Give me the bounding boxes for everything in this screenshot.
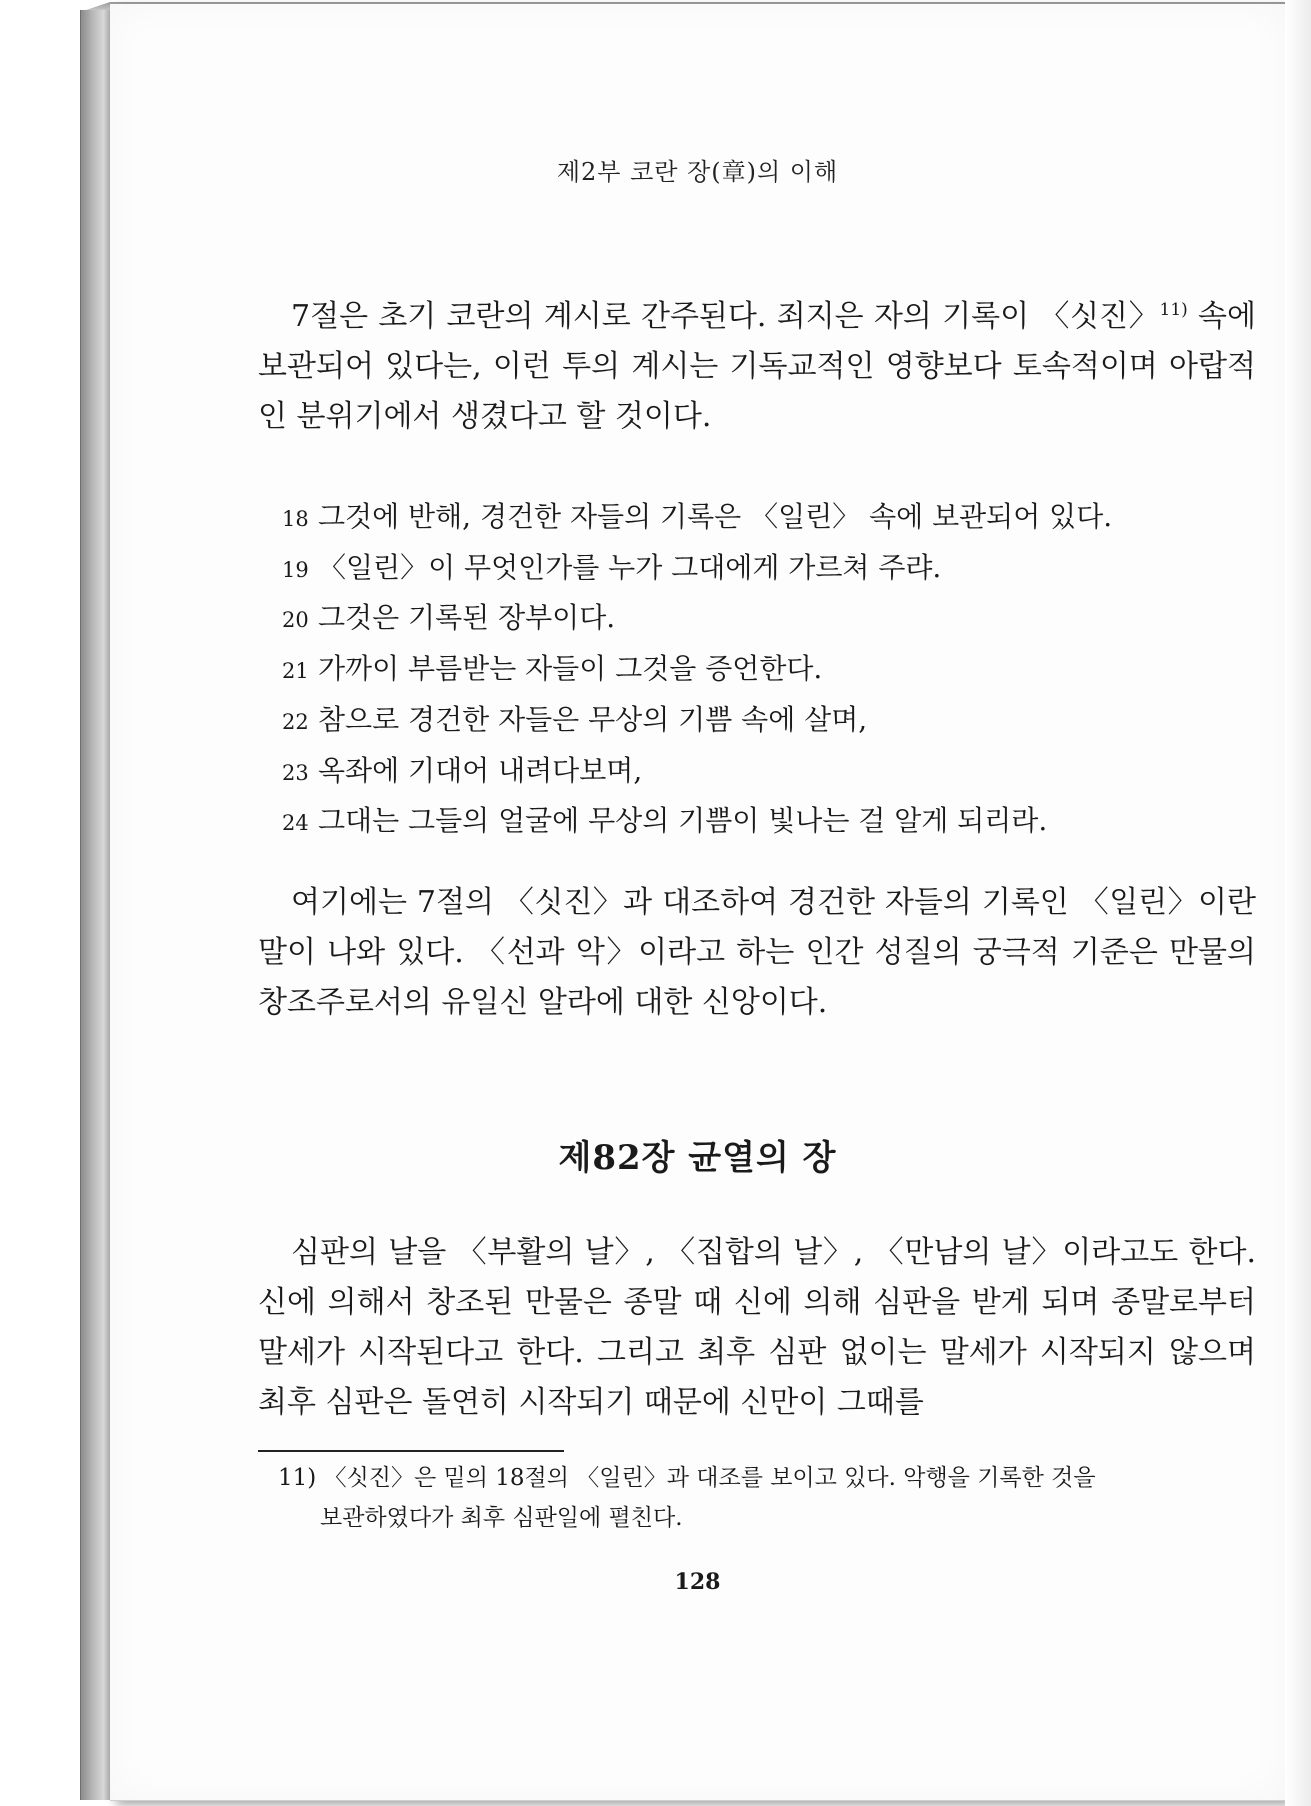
book-page (110, 4, 1286, 1801)
verse-text: 옥좌에 기대어 내려다보며, (318, 753, 643, 787)
verse-item (282, 797, 1242, 848)
running-head: 제2부 코란 장(章)의 이해 (556, 158, 839, 186)
page-edge (1285, 0, 1311, 1806)
verse-number: 23 (282, 760, 309, 785)
verse-text: 그것에 반해, 경건한 자들의 기록은 〈일린〉 속에 보관되어 있다. (318, 500, 1113, 533)
verse-number: 24 (282, 811, 309, 836)
verse-text: 그것은 기록된 장부이다. (318, 601, 616, 635)
chapter-title: 제82장 균열의 장 (558, 1138, 837, 1178)
page-number: 128 (674, 1569, 721, 1595)
footnote-line-2: 보관하였다가 최후 심판일에 펼친다. (320, 1505, 683, 1531)
verse-item (282, 747, 1242, 798)
verse-number: 21 (282, 659, 309, 684)
verse-number: 19 (282, 557, 309, 582)
paragraph-1-text: 7절은 초기 코란의 계시로 간주된다. 죄지은 자의 기록이 〈싯진〉 (291, 299, 1160, 334)
verse-list (282, 493, 1242, 848)
paragraph-3-text: 심판의 날을 〈부활의 날〉, 〈집합의 날〉, 〈만남의 날〉이라고도 한다. 신에 의해서 창조된 만물은 종말 때 신에 의해 심판을 받게 되며 종말로부터 말세가 시작된다고 한다. 그리고 최후 심판 없이는 말세가 시작되지 않으며 최후 심판은 돌연히 시작되기 때문에 신만이 그때를 (258, 1235, 1256, 1420)
verse-item (282, 645, 1242, 696)
verse-text: 가까이 부름받는 자들이 그것을 증언한다. (318, 652, 823, 686)
verse-item (282, 594, 1242, 645)
paragraph-1-continued: 속에 보관되어 있다는, 이런 투의 계시는 기독교적인 영향보다 토속적이며 아랍적인 분위기에서 생겼다고 할 것이다. (258, 299, 1256, 434)
footnote-reference: 11) (1159, 300, 1188, 320)
paragraph-2 (258, 878, 1256, 1028)
verse-item (282, 696, 1242, 747)
verse-text: 〈일린〉이 무엇인가를 누가 그대에게 가르쳐 주랴. (318, 550, 942, 584)
verse-item (282, 544, 1242, 595)
paragraph-3 (258, 1228, 1256, 1428)
verse-number: 18 (282, 507, 309, 531)
footnote-line-1: 〈싯진〉은 밑의 18절의 〈일린〉과 대조를 보이고 있다. 악행을 기록한 것을 (323, 1465, 1096, 1491)
verse-number: 20 (282, 608, 309, 633)
verse-number: 22 (282, 709, 309, 734)
verse-text: 참으로 경건한 자들은 무상의 기쁨 속에 살며, (318, 702, 868, 736)
book-spine (80, 10, 111, 1800)
footnote (278, 1458, 1256, 1538)
footnote-divider (258, 1450, 564, 1452)
verse-item (282, 493, 1242, 544)
paragraph-2-text: 여기에는 7절의 〈싯진〉과 대조하여 경건한 자들의 기록인 〈일린〉이란 말이 나와 있다. 〈선과 악〉이라고 하는 인간 성질의 궁극적 기준은 만물의 창조주로서의 유일신 알라에 대한 신앙이다. (258, 885, 1256, 1020)
footnote-marker: 11) (278, 1465, 317, 1491)
verse-text: 그대는 그들의 얼굴에 무상의 기쁨이 빛나는 걸 알게 되리라. (318, 804, 1048, 838)
paragraph-1 (258, 292, 1256, 442)
